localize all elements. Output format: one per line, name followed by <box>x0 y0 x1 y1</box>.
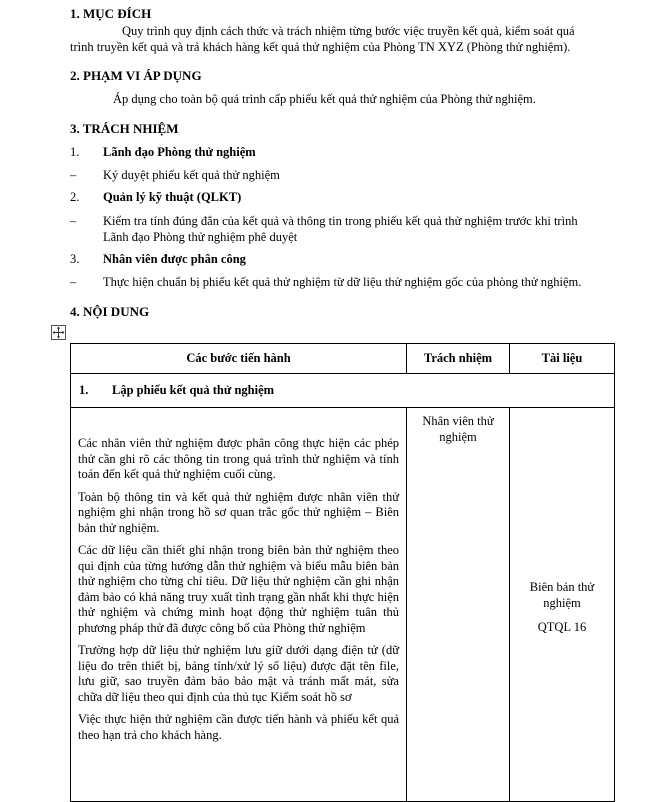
content-paragraph: Các dữ liệu cần thiết ghi nhận trong biên bản thử nghiệm theo qui định của từng hướng dẫn thử nghiệm và biểu mẫu biên bản thử nghiệm cho từng chỉ tiêu. Dữ liệu thử nghiệm cần ghi nhận đảm bảo có khả năng truy xuất tình trạng gần nhất khi thực hiện thử nghiệm và chứng minh hoạt động thử nghiệm tuân thủ phương pháp thử đã được công bố của Phòng thử nghiệm <box>78 543 399 635</box>
role-1-dash: – <box>70 168 77 182</box>
section-1-title: 1. MỤC ĐÍCH <box>70 6 152 21</box>
role-3-number: 3. <box>70 252 80 266</box>
role-2-number: 2. <box>70 190 80 204</box>
document-reference: Biên bản thử nghiệm <box>529 580 595 610</box>
content-paragraph: Các nhân viên thử nghiệm được phân công thực hiện các phép thử cần ghi rõ các thông tin trong quá trình thử nghiệm và tính toán đến kết quả thử nghiệm cuối cùng. <box>78 436 399 481</box>
role-1-number: 1. <box>70 145 80 159</box>
section-2-text: Áp dụng cho toàn bộ quá trình cấp phiếu kết quả thử nghiệm của Phòng thử nghiệm. <box>113 92 536 106</box>
table-step-row <box>71 374 615 408</box>
header-responsibility: Trách nhiệm <box>407 344 510 374</box>
table-content-row <box>71 408 615 802</box>
table-header-row <box>71 344 615 374</box>
role-1-name: Lãnh đạo Phòng thử nghiệm <box>103 145 256 159</box>
table-move-handle[interactable] <box>51 325 66 340</box>
content-paragraph: Việc thực hiện thử nghiệm cần được tiến hành và phiếu kết quả theo hạn trả cho khách hàng. <box>78 712 399 742</box>
role-3-name: Nhân viên được phân công <box>103 252 246 266</box>
section-1-text-line2: trình truyền kết quả và trả khách hàng kết quả thử nghiệm của Phòng TN XYZ (Phòng thử nghiệm). <box>70 40 571 54</box>
role-2-dash: – <box>70 214 77 228</box>
header-documents: Tài liệu <box>510 344 615 374</box>
role-3-dash: – <box>70 275 77 289</box>
section-3-title: 3. TRÁCH NHIỆM <box>70 121 179 136</box>
role-3-duty: Thực hiện chuẩn bị phiếu kết quả thử nghiệm từ dữ liệu thử nghiệm gốc của phòng thử nghiệm. <box>103 275 582 289</box>
section-2-title: 2. PHẠM VI ÁP DỤNG <box>70 68 202 83</box>
content-paragraph: Trường hợp dữ liệu thử nghiệm lưu giữ dưới dạng điện tử (dữ liệu đo trên thiết bị, bảng tính/xử lý số liệu) được đặt tên file, lưu giữ, sao truyền đảm bảo bảo mật và tránh mất mát, sửa chữa dữ liệu theo qui định của thủ tục Kiểm soát hồ sơ <box>78 643 399 704</box>
document-code: QTQL 16 <box>537 620 587 634</box>
procedure-table <box>70 343 615 802</box>
content-paragraph: Toàn bộ thông tin và kết quả thử nghiệm được nhân viên thử nghiệm ghi nhận trong hồ sơ quan trắc gốc thử nghiệm – Biên bản thử nghiệm. <box>78 489 399 535</box>
step-label: Lập phiếu kết quả thử nghiệm <box>112 383 275 397</box>
section-1-text-line1: Quy trình quy định cách thức và trách nhiệm từng bước việc truyền kết quả, kiểm soát quá <box>122 24 575 38</box>
role-1-duty: Ký duyệt phiếu kết quả thử nghiệm <box>103 168 280 182</box>
role-2-duty-line2: Lãnh đạo Phòng thử nghiệm phê duyệt <box>103 230 298 244</box>
role-2-name: Quản lý kỹ thuật (QLKT) <box>103 190 242 204</box>
section-4-title: 4. NỘI DUNG <box>70 304 150 319</box>
header-steps: Các bước tiến hành <box>71 344 407 374</box>
role-2-duty-line1: Kiểm tra tính đúng đắn của kết quả và thông tin trong phiếu kết quả thử nghiệm trước khi trình <box>103 214 578 228</box>
step-number: 1. <box>79 383 89 397</box>
responsible-party: Nhân viên thử nghiệm <box>422 414 494 444</box>
move-arrows-icon <box>52 326 65 339</box>
